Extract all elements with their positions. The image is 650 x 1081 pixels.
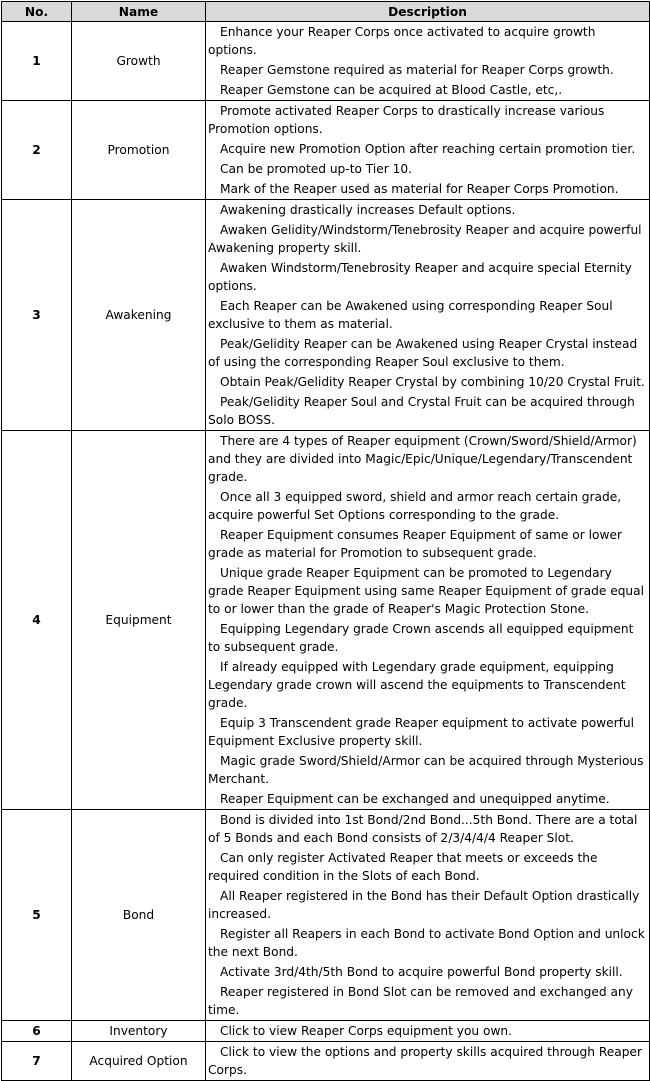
- description-line: Can be promoted up-to Tier 10.: [220, 162, 413, 176]
- description-line: Reaper Equipment consumes Reaper Equipment of same or lower grade as material for Promotion to subsequent grade.: [208, 528, 622, 560]
- description-line: Acquire new Promotion Option after reaching certain promotion tier.: [220, 142, 636, 156]
- table-row: [2, 1021, 650, 1042]
- table-row: [2, 200, 650, 431]
- description-line: Reaper Gemstone required as material for Reaper Corps growth.: [220, 63, 614, 77]
- description-line: Register all Reapers in each Bond to activate Bond Option and unlock the next Bond.: [208, 927, 645, 959]
- description-line: Reaper Gemstone can be acquired at Blood Castle, etc,.: [220, 83, 563, 97]
- row-name: Promotion: [72, 101, 206, 200]
- description-line: Promote activated Reaper Corps to drastically increase various Promotion options.: [208, 104, 605, 136]
- table-body: [2, 22, 650, 1081]
- reaper-corps-table: [1, 1, 650, 1081]
- row-description: [206, 431, 650, 810]
- row-number: 6: [2, 1021, 72, 1042]
- table-row: [2, 22, 650, 101]
- description-line: Peak/Gelidity Reaper can be Awakened using Reaper Crystal instead of using the corresponding Reaper Soul exclusive to them.: [208, 337, 638, 369]
- table-row: [2, 101, 650, 200]
- row-name: Awakening: [72, 200, 206, 431]
- description-line: All Reaper registered in the Bond has their Default Option drastically increased.: [208, 889, 640, 921]
- description-line: Mark of the Reaper used as material for Reaper Corps Promotion.: [220, 182, 619, 196]
- description-line: Equip 3 Transcendent grade Reaper equipment to activate powerful Equipment Exclusive property skill.: [208, 716, 635, 748]
- description-line: Obtain Peak/Gelidity Reaper Crystal by combining 10/20 Crystal Fruit.: [220, 375, 645, 389]
- row-description: [206, 1021, 650, 1042]
- description-line: Once all 3 equipped sword, shield and armor reach certain grade, acquire powerful Set Options corresponding to the grade.: [208, 490, 622, 522]
- row-name: Equipment: [72, 431, 206, 810]
- description-line: Awaken Windstorm/Tenebrosity Reaper and acquire special Eternity options.: [208, 261, 632, 293]
- header-description: Description: [206, 2, 650, 22]
- table-row: [2, 1042, 650, 1081]
- description-line: Activate 3rd/4th/5th Bond to acquire powerful Bond property skill.: [220, 965, 623, 979]
- description-line: Magic grade Sword/Shield/Armor can be acquired through Mysterious Merchant.: [208, 754, 644, 786]
- description-line: Reaper registered in Bond Slot can be removed and exchanged any time.: [208, 985, 633, 1017]
- description-line: Awaken Gelidity/Windstorm/Tenebrosity Reaper and acquire powerful Awakening property skill.: [208, 223, 642, 255]
- description-line: If already equipped with Legendary grade equipment, equipping Legendary grade crown will ascend the equipments to Transcendent grade.: [208, 660, 626, 710]
- table-row: [2, 810, 650, 1021]
- row-number: 7: [2, 1042, 72, 1081]
- description-line: Awakening drastically increases Default options.: [220, 203, 516, 217]
- row-description: [206, 22, 650, 101]
- header-row: [2, 2, 650, 22]
- row-name: Acquired Option: [72, 1042, 206, 1081]
- description-line: Click to view the options and property skills acquired through Reaper Corps.: [208, 1045, 642, 1077]
- row-description: [206, 810, 650, 1021]
- header-name: Name: [72, 2, 206, 22]
- description-line: There are 4 types of Reaper equipment (Crown/Sword/Shield/Armor) and they are divided into Magic/Epic/Unique/Legendary/Transcendent grade.: [208, 434, 637, 484]
- header-no: No.: [2, 2, 72, 22]
- description-line: Bond is divided into 1st Bond/2nd Bond...5th Bond. There are a total of 5 Bonds and each Bond consists of 2/3/4/4/4 Reaper Slot.: [208, 813, 638, 845]
- description-line: Equipping Legendary grade Crown ascends all equipped equipment to subsequent grade.: [208, 622, 634, 654]
- row-description: [206, 101, 650, 200]
- description-line: Click to view Reaper Corps equipment you own.: [220, 1024, 513, 1038]
- row-number: 3: [2, 200, 72, 431]
- row-name: Bond: [72, 810, 206, 1021]
- row-number: 1: [2, 22, 72, 101]
- table-row: [2, 431, 650, 810]
- description-line: Each Reaper can be Awakened using corresponding Reaper Soul exclusive to them as material.: [208, 299, 613, 331]
- description-line: Enhance your Reaper Corps once activated to acquire growth options.: [208, 25, 596, 57]
- description-line: Reaper Equipment can be exchanged and unequipped anytime.: [220, 792, 610, 806]
- description-line: Unique grade Reaper Equipment can be promoted to Legendary grade Reaper Equipment using same Reaper Equipment of grade equal to or lower than the grade of Reaper's Magic Protection Stone.: [208, 566, 645, 616]
- row-name: Growth: [72, 22, 206, 101]
- row-name: Inventory: [72, 1021, 206, 1042]
- description-line: Can only register Activated Reaper that meets or exceeds the required condition in the Slots of each Bond.: [208, 851, 598, 883]
- row-description: [206, 1042, 650, 1081]
- row-number: 5: [2, 810, 72, 1021]
- row-description: [206, 200, 650, 431]
- row-number: 4: [2, 431, 72, 810]
- row-number: 2: [2, 101, 72, 200]
- description-line: Peak/Gelidity Reaper Soul and Crystal Fruit can be acquired through Solo BOSS.: [208, 395, 635, 427]
